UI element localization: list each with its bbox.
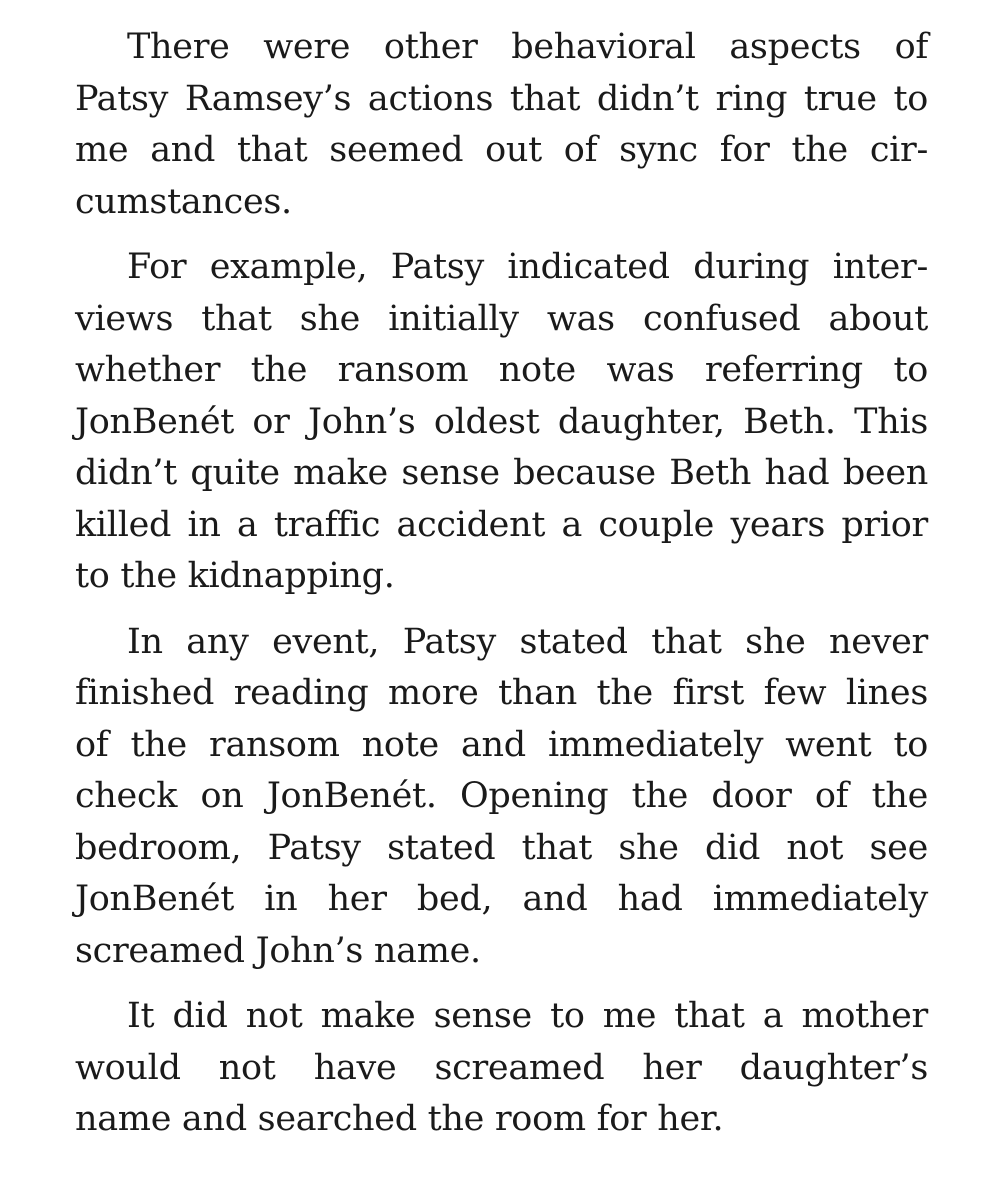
text-line: screamed John’s name. xyxy=(75,930,481,971)
text-line: It did not make sense to me that a mother xyxy=(127,996,928,1036)
text-line: name and searched the room for her. xyxy=(75,1099,724,1139)
text-line: JonBenét or John’s oldest daughter, Beth. This xyxy=(75,401,928,442)
text-line: cumstances. xyxy=(75,181,292,222)
text-line: There were other behavioral aspects of xyxy=(127,27,928,67)
text-line: finished reading more than the first few lines xyxy=(75,673,928,713)
text-line: didn’t quite make sense because Beth had been xyxy=(75,453,928,493)
text-line: views that she initially was confused about xyxy=(75,298,928,339)
text-line: would not have screamed her daughter’s xyxy=(75,1047,928,1088)
text-line: For example, Patsy indicated during inter- xyxy=(127,247,928,287)
text-line: JonBenét in her bed, and had immediately xyxy=(75,879,928,919)
text-line: whether the ransom note was referring to xyxy=(75,350,928,390)
paragraph-2 xyxy=(75,242,928,603)
book-page-text xyxy=(75,22,928,1160)
text-line: of the ransom note and immediately went to xyxy=(75,724,928,765)
text-line: me and that seemed out of sync for the cir- xyxy=(75,130,928,170)
text-line: to the kidnapping. xyxy=(75,556,395,596)
text-line: bedroom, Patsy stated that she did not see xyxy=(75,827,928,868)
text-line: Patsy Ramsey’s actions that didn’t ring true to xyxy=(75,78,928,119)
text-line: In any event, Patsy stated that she never xyxy=(127,621,928,662)
text-line: killed in a traffic accident a couple years prior xyxy=(75,504,928,545)
paragraph-4 xyxy=(75,991,928,1146)
paragraph-1 xyxy=(75,22,928,228)
text-line: check on JonBenét. Opening the door of the xyxy=(75,776,928,816)
paragraph-3 xyxy=(75,617,928,978)
